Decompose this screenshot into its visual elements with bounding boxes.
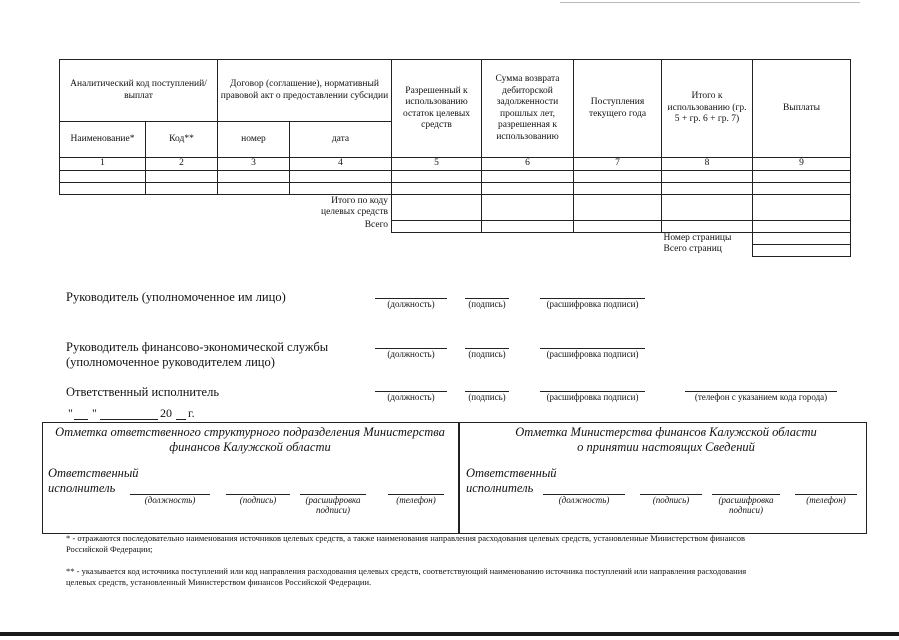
- resp-label: Ответственный исполнитель: [66, 385, 220, 399]
- table-row: [60, 170, 851, 182]
- header-analytic-code: Аналитический код поступлений/выплат: [60, 60, 218, 122]
- fin-signature-line: (подпись): [465, 348, 509, 359]
- header-return-sum: Сумма возврата дебиторской задолженности прошлых лет, разрешенная к использованию: [482, 60, 574, 158]
- footnote-1-line-1: * - отражаются последовательно наименования источников целевых средств, а также наименования направления расходования целевых средств, установленные Министерством финансов: [66, 533, 745, 543]
- col-num: 8: [662, 158, 753, 171]
- head-signature-line: (подпись): [465, 298, 509, 309]
- subheader-code: Код**: [146, 122, 218, 158]
- left-signature-line: (подпись): [226, 494, 290, 505]
- right-position-line: (должность): [543, 494, 625, 505]
- right-mark-title-1: Отметка Министерства финансов Калужской области: [515, 425, 817, 439]
- fin-position-line: (должность): [375, 348, 447, 359]
- scan-edge-line: [560, 2, 860, 3]
- page-total-cell: [753, 244, 851, 256]
- right-resp-label-1: Ответственный: [466, 466, 557, 480]
- col-num: 4: [290, 158, 392, 171]
- right-decode-1: (расшифровка: [718, 495, 774, 505]
- header-contract: Договор (соглашение), нормативный правовой акт о предоставлении субсидии: [218, 60, 392, 122]
- col-num: 3: [218, 158, 290, 171]
- col-num: 7: [574, 158, 662, 171]
- left-decode-1: (расшифровка: [305, 495, 361, 505]
- right-resp-label-2: исполнитель: [466, 481, 534, 495]
- date-quote-open: ": [68, 406, 73, 420]
- date-year-suffix: г.: [188, 406, 195, 420]
- header-payments: Выплаты: [753, 60, 851, 158]
- page-number-label: Номер страницы: [663, 232, 732, 243]
- left-resp-label-2: исполнитель: [48, 481, 116, 495]
- resp-signature-line: (подпись): [465, 391, 509, 402]
- left-decode-2: подписи): [316, 505, 350, 515]
- date-year-line: [176, 419, 186, 420]
- table-row: [60, 182, 851, 194]
- targeted-funds-table: [59, 59, 851, 257]
- footnote-1-line-2: Российской Федерации;: [66, 544, 153, 554]
- right-phone-line: (телефон): [795, 494, 857, 505]
- page-total-label: Всего страниц: [663, 244, 722, 255]
- left-mark-title-1: Отметка ответственного структурного подразделения Министерства: [55, 425, 445, 439]
- resp-phone-line: (телефон с указанием кода города): [685, 391, 837, 402]
- head-decode-line: (расшифровка подписи): [540, 298, 645, 309]
- subheader-number: номер: [218, 122, 290, 158]
- left-resp-label-1: Ответственный: [48, 466, 139, 480]
- col-num: 2: [146, 158, 218, 171]
- col-num: 5: [392, 158, 482, 171]
- subheader-date: дата: [290, 122, 392, 158]
- subheader-name: Наименование*: [60, 122, 146, 158]
- itogo-code-label-1: Итого по коду: [331, 195, 388, 206]
- footnote-2-line-1: ** - указывается код источника поступлений или код направления расходования целевых средств, соответствующий наименованию источника поступлений или направления расходования: [66, 566, 747, 576]
- head-label: Руководитель (уполномоченное им лицо): [66, 290, 286, 304]
- itogo-code-label-2: целевых средств: [321, 207, 388, 218]
- fin-decode-line: (расшифровка подписи): [540, 348, 645, 359]
- col-num: 6: [482, 158, 574, 171]
- scan-bottom-edge: [0, 632, 899, 636]
- vsego-row: [60, 220, 851, 232]
- fin-label-2: (уполномоченное руководителем лицо): [66, 355, 275, 369]
- col-num: 9: [753, 158, 851, 171]
- vsego-label: Всего: [364, 220, 388, 231]
- left-phone-line: (телефон): [388, 494, 444, 505]
- date-day-line: [74, 419, 88, 420]
- date-quote-close: ": [92, 406, 97, 420]
- right-decode-2: подписи): [729, 505, 763, 515]
- right-mark-title-2: о принятии настоящих Сведений: [577, 440, 755, 454]
- page-number-cell: [753, 232, 851, 244]
- footnote-2-line-2: целевых средств, установленный Министерством финансов Российской Федерации.: [66, 577, 372, 587]
- head-position-line: (должность): [375, 298, 447, 309]
- column-numbers-row: [60, 158, 851, 171]
- header-current-income: Поступления текущего года: [574, 60, 662, 158]
- header-total-usage: Итого к использованию (гр. 5 + гр. 6 + гр. 7): [662, 60, 753, 158]
- header-allowed-remainder: Разрешенный к использованию остаток целевых средств: [392, 60, 482, 158]
- date-month-line: [100, 419, 158, 420]
- left-position-line: (должность): [130, 494, 210, 505]
- col-num: 1: [60, 158, 146, 171]
- itogo-row: [60, 194, 851, 220]
- date-year-prefix: 20: [160, 406, 172, 420]
- resp-position-line: (должность): [375, 391, 447, 402]
- right-signature-line: (подпись): [640, 494, 702, 505]
- fin-label-1: Руководитель финансово-экономической службы: [66, 340, 329, 354]
- left-mark-title-2: финансов Калужской области: [169, 440, 331, 454]
- resp-decode-line: (расшифровка подписи): [540, 391, 645, 402]
